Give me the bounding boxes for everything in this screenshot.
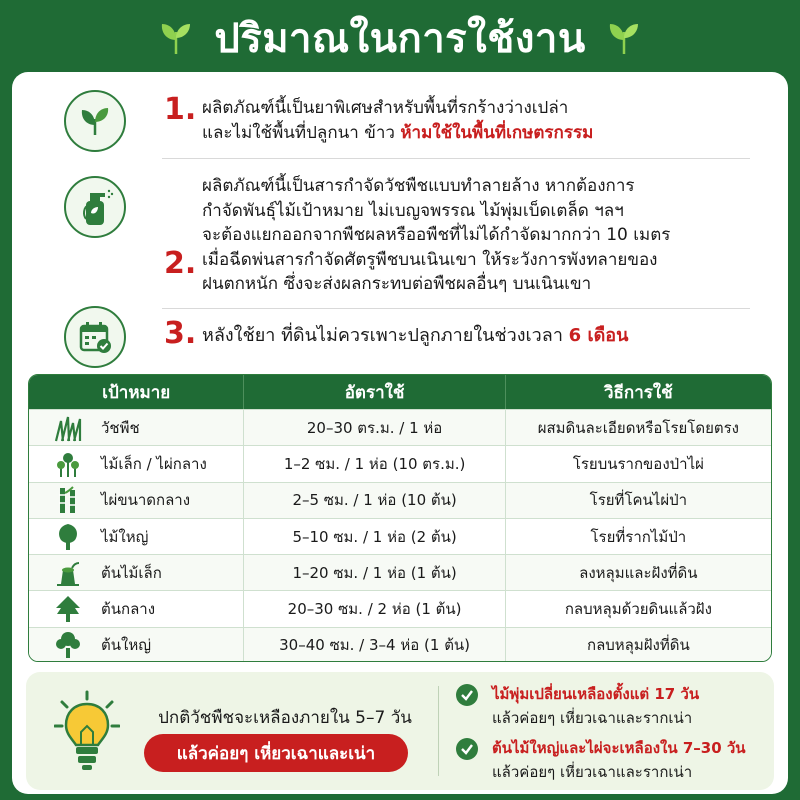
note-highlight: ไม้พุ่มเปลี่ยนเหลืองตั้งแต่ 17 วัน [492,685,700,703]
result-info-box [26,672,774,790]
rate-cell: 5–10 ซม. / 1 ห่อ (2 ต้น) [244,519,505,554]
target-label: ต้นใหญ่ [101,636,151,655]
target-cell [29,483,244,518]
target-label: ไผ่ขนาดกลาง [101,491,191,510]
table-row [29,482,771,518]
target-label: ต้นไม้เล็ก [101,563,162,582]
stump-icon [53,558,83,588]
leaf-icon [64,90,126,152]
method-cell: โรยที่โคนไผ่ป่า [589,491,688,510]
section-1 [12,84,788,164]
table-row [29,445,771,481]
section-number: 1. [164,92,197,127]
method-cell: โรยที่รากไม้ป่า [590,527,687,546]
leaf-icon [604,18,644,58]
leaf-icon [156,18,196,58]
target-cell [29,446,244,481]
rate-cell: 20–30 ตร.ม. / 1 ห่อ [244,410,505,445]
table-row [29,518,771,554]
note-item [456,682,776,730]
section-2 [12,164,788,304]
section-text: ผลิตภัณฑ์นี้เป็นสารกำจัดวัชพืชแบบทำลายล้าง หากต้องการ กำจัดพันธุ์ไม้เป้าหมาย ไม่เบญจพรรณ ไม้พุ่มเบ็ดเตล็ด ฯลฯ จะต้องแยกออกจากพืชผลหรืออพืชที่ไม่ได้กำจัดมากกว่า 10 เมตร เมื่อฉีดพ่นสารกำจัดศัตรูพืชบนเนินเขา ให้ระวังการพังทลายของ ฝนตกหนัก ซึ่งจะส่งผลกระทบต่อพืชผลอื่นๆ บนเนินเขา [202,176,671,294]
rate-cell: 1–2 ซม. / 1 ห่อ (10 ตร.ม.) [244,446,505,481]
note-text: แล้วค่อยๆ เหี่ยวเฉาและรากเน่า [492,763,693,781]
method-cell: กลบหลุมด้วยดินแล้วฝัง [564,600,712,619]
tree-icon [53,522,83,552]
note-item [456,736,776,784]
header [0,0,800,76]
big-tree-icon [53,630,83,660]
method-cell: ลงหลุมและฝังที่ดิน [579,563,698,582]
note-text: แล้วค่อยๆ เหี่ยวเฉาและรากเน่า [492,709,693,727]
usage-table [28,374,772,662]
column-header: วิธีการใช้ [603,382,673,403]
grass-icon [53,413,83,443]
section-number: 2. [164,246,197,281]
divider [162,158,750,159]
target-cell [29,628,244,662]
lightbulb-icon [54,690,120,774]
section-text: ผลิตภัณฑ์นี้เป็นยาพิเศษสำหรับพื้นที่รกร้างว่างเปล่า และไม่ใช้พื้นที่ปลูกนา ข้าว ห้ามใช้ในพื้นที่เกษตรกรรม [202,98,594,143]
target-cell [29,410,244,445]
table-body [29,409,771,662]
section-number: 3. [164,316,197,351]
page-title: ปริมาณในการใช้งาน [214,16,586,62]
target-cell [29,591,244,626]
table-row [29,409,771,445]
rate-cell: 20–30 ซม. / 2 ห่อ (1 ต้น) [244,591,505,626]
target-label: ต้นกลาง [101,600,156,619]
divider [438,686,439,776]
table-row [29,627,771,662]
method-cell: ผสมดินละเอียดหรือโรยโดยตรง [537,418,740,437]
rate-cell: 2–5 ซม. / 1 ห่อ (10 ต้น) [244,483,505,518]
note-highlight: ต้นไม้ใหญ่และไผ่จะเหลืองใน 7–30 วัน [492,739,746,757]
bamboo-icon [53,485,83,515]
target-label: ไม้ใหญ่ [101,527,149,546]
target-cell [29,519,244,554]
medium-tree-icon [53,594,83,624]
column-header: เป้าหมาย [29,375,244,409]
result-title: ปกติวัชพืชจะเหลืองภายใน 5–7 วัน [158,708,412,728]
column-header: อัตราใช้ [244,375,505,409]
method-cell: โรยบนรากของป่าไผ่ [572,454,704,473]
rate-cell: 1–20 ซม. / 1 ห่อ (1 ต้น) [244,555,505,590]
table-row [29,554,771,590]
sapling-icon [53,449,83,479]
table-header [29,375,771,409]
target-label: ไม้เล็ก / ไผ่กลาง [101,454,207,473]
table-row [29,590,771,626]
spray-bottle-icon [64,176,126,238]
method-cell: กลบหลุมฝังที่ดิน [586,636,690,655]
section-text: หลังใช้ยา ที่ดินไม่ควรเพาะปลูกภายในช่วงเวลา 6 เดือน [202,325,629,346]
section-3 [12,302,788,366]
target-cell [29,555,244,590]
result-badge: แล้วค่อยๆ เหี่ยวเฉาและเน่า [144,734,408,772]
content-card [12,72,788,794]
check-circle-icon [456,738,478,760]
rate-cell: 30–40 ซม. / 3–4 ห่อ (1 ต้น) [244,628,505,662]
check-circle-icon [456,684,478,706]
target-label: วัชพืช [101,418,140,437]
calendar-icon [64,306,126,368]
